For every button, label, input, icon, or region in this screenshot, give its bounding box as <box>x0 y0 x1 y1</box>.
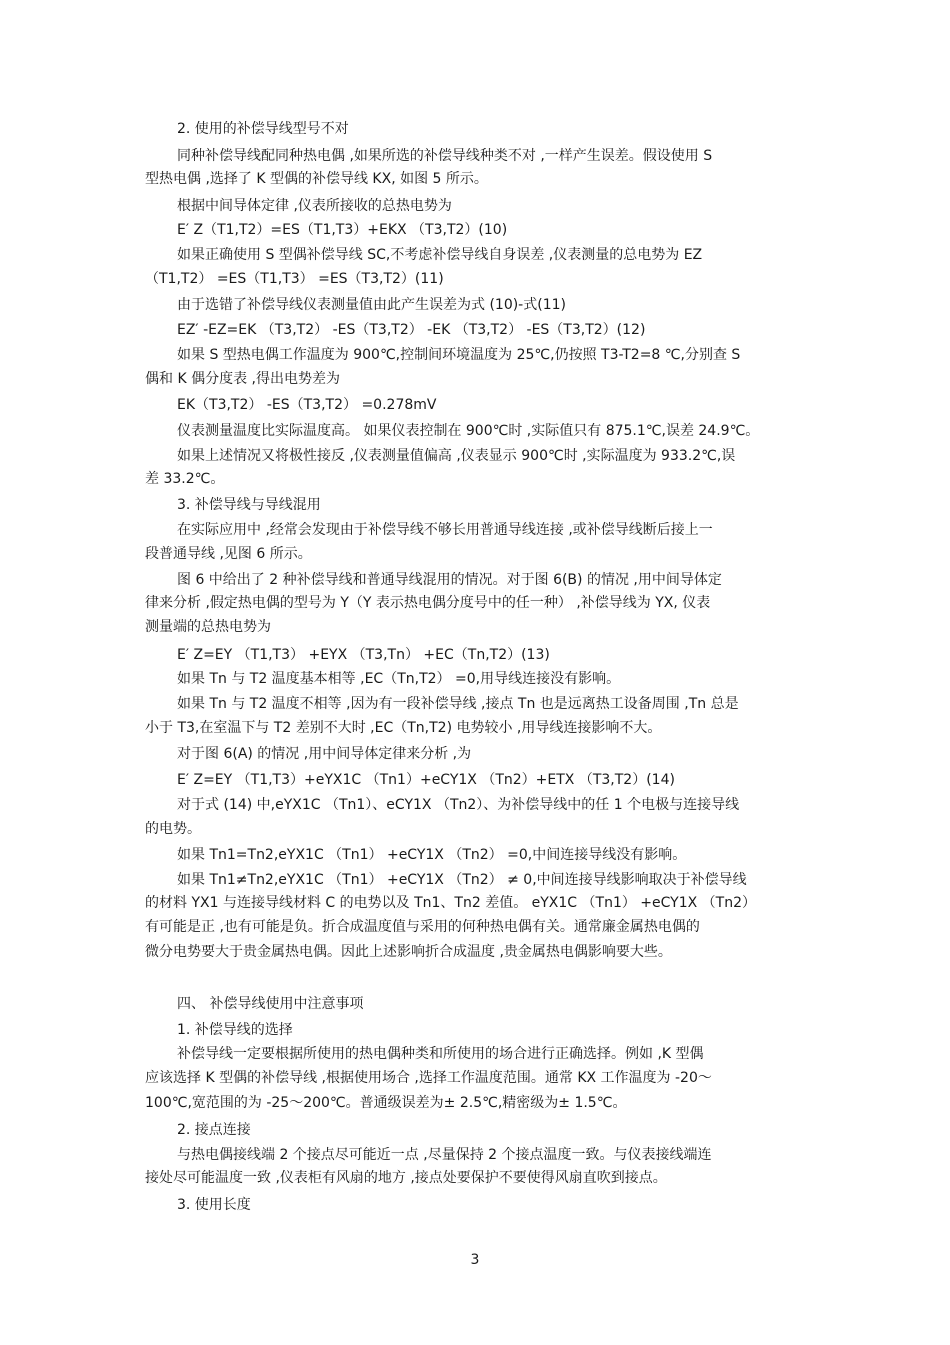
text-line: 小于 T3,在室温下与 T2 差别不大时 ,EC（Tn,T2) 电势较小 ,用导线连接影响不大。 <box>145 720 662 736</box>
text-line: 如果正确使用 S 型偶补偿导线 SC,不考虑补偿导线自身误差 ,仪表测量的总电势为 EZ <box>177 247 703 263</box>
text-line: 仪表测量温度比实际温度高。 如果仪表控制在 900℃时 ,实际值只有 875.1℃,误差 24.9℃。 <box>177 423 760 439</box>
text-line: 差 33.2℃。 <box>145 471 225 487</box>
text-line: 段普通导线 ,见图 6 所示。 <box>145 546 312 562</box>
text-line: 的材料 YX1 与连接导线材料 C 的电势以及 Tn1、Tn2 差值。 eYX1C （Tn1） +eCY1X （Tn2） <box>145 895 757 911</box>
section-heading: 四、 补偿导线使用中注意事项 <box>177 996 364 1012</box>
text-line: 同种补偿导线配同种热电偶 ,如果所选的补偿导线种类不对 ,一样产生误差。假设使用 S <box>177 148 713 164</box>
text-line: 由于选错了补偿导线仪表测量值由此产生误差为式 (10)-式(11) <box>177 297 566 313</box>
text-line: 对于图 6(A) 的情况 ,用中间导体定律来分析 ,为 <box>177 746 472 762</box>
text-line: 接处尽可能温度一致 ,仪表柜有风扇的地方 ,接点处要保护不要使得风扇直吹到接点。 <box>145 1170 667 1186</box>
equation-line: （T1,T2） =ES（T1,T3） =ES（T3,T2）(11) <box>145 271 444 287</box>
text-line: 对于式 (14) 中,eYX1C （Tn1）、eCY1X （Tn2）、为补偿导线中的任 1 个电极与连接导线 <box>177 797 740 813</box>
text-line: 补偿导线一定要根据所使用的热电偶种类和所使用的场合进行正确选择。例如 ,K 型偶 <box>177 1046 704 1062</box>
equation-line: E′ Z=EY （T1,T3） +EYX （T3,Tn） +EC（Tn,T2）(13) <box>177 647 550 663</box>
text-line: 应该选择 K 型偶的补偿导线 ,根据使用场合 ,选择工作温度范围。通常 KX 工作温度为 -20～ <box>145 1070 712 1086</box>
equation-line: EK（T3,T2） -ES（T3,T2） =0.278mV <box>177 397 437 413</box>
text-line: 如果 Tn 与 T2 温度不相等 ,因为有一段补偿导线 ,接点 Tn 也是远离热工设备周围 ,Tn 总是 <box>177 696 739 712</box>
text-line: 如果 S 型热电偶工作温度为 900℃,控制间环境温度为 25℃,仍按照 T3-T2=8 ℃,分别查 S <box>177 347 741 363</box>
text-line: 如果 Tn 与 T2 温度基本相等 ,EC（Tn,T2） =0,用导线连接没有影响。 <box>177 671 621 687</box>
equation-line: EZ′ -EZ=EK （T3,T2） -ES（T3,T2） -EK （T3,T2） -ES（T3,T2）(12) <box>177 322 646 338</box>
text-line: 偶和 K 偶分度表 ,得出电势差为 <box>145 371 340 387</box>
section-heading: 2. 使用的补偿导线型号不对 <box>177 121 349 137</box>
text-line: 如果上述情况又将极性接反 ,仪表测量值偏高 ,仪表显示 900℃时 ,实际温度为 933.2℃,误 <box>177 448 736 464</box>
text-line: 根据中间导体定律 ,仪表所接收的总热电势为 <box>177 198 452 214</box>
text-line: 有可能是正 ,也有可能是负。折合成温度值与采用的何种热电偶有关。通常廉金属热电偶的 <box>145 919 700 935</box>
page-number: 3 <box>470 1252 480 1268</box>
text-line: 与热电偶接线端 2 个接点尽可能近一点 ,尽量保持 2 个接点温度一致。与仪表接线端连 <box>177 1147 712 1163</box>
text-line: 型热电偶 ,选择了 K 型偶的补偿导线 KX, 如图 5 所示。 <box>145 171 488 187</box>
equation-line: E′ Z（T1,T2）=ES（T1,T3）+EKX （T3,T2）(10) <box>177 222 508 238</box>
text-line: 如果 Tn1≠Tn2,eYX1C （Tn1） +eCY1X （Tn2） ≠ 0,中间连接导线影响取决于补偿导线 <box>177 872 747 888</box>
section-heading: 3. 补偿导线与导线混用 <box>177 497 321 513</box>
text-line: 测量端的总热电势为 <box>145 619 271 635</box>
section-heading: 3. 使用长度 <box>177 1197 251 1213</box>
section-heading: 1. 补偿导线的选择 <box>177 1022 293 1038</box>
text-line: 在实际应用中 ,经常会发现由于补偿导线不够长用普通导线连接 ,或补偿导线断后接上一 <box>177 522 713 538</box>
equation-line: E′ Z=EY （T1,T3）+eYX1C （Tn1）+eCY1X （Tn2）+ETX （T3,T2）(14) <box>177 772 675 788</box>
text-line: 100℃,宽范围的为 -25～200℃。普通级误差为± 2.5℃,精密级为± 1.5℃。 <box>145 1095 627 1111</box>
text-line: 如果 Tn1=Tn2,eYX1C （Tn1） +eCY1X （Tn2） =0,中间连接导线没有影响。 <box>177 847 687 863</box>
section-heading: 2. 接点连接 <box>177 1122 251 1138</box>
text-line: 的电势。 <box>145 821 201 837</box>
text-line: 微分电势要大于贵金属热电偶。因此上述影响折合成温度 ,贵金属热电偶影响要大些。 <box>145 944 672 960</box>
text-line: 律来分析 ,假定热电偶的型号为 Y（Y 表示热电偶分度号中的任一种） ,补偿导线为 YX, 仪表 <box>145 595 711 611</box>
text-line: 图 6 中给出了 2 种补偿导线和普通导线混用的情况。对于图 6(B) 的情况 ,用中间导体定 <box>177 572 722 588</box>
